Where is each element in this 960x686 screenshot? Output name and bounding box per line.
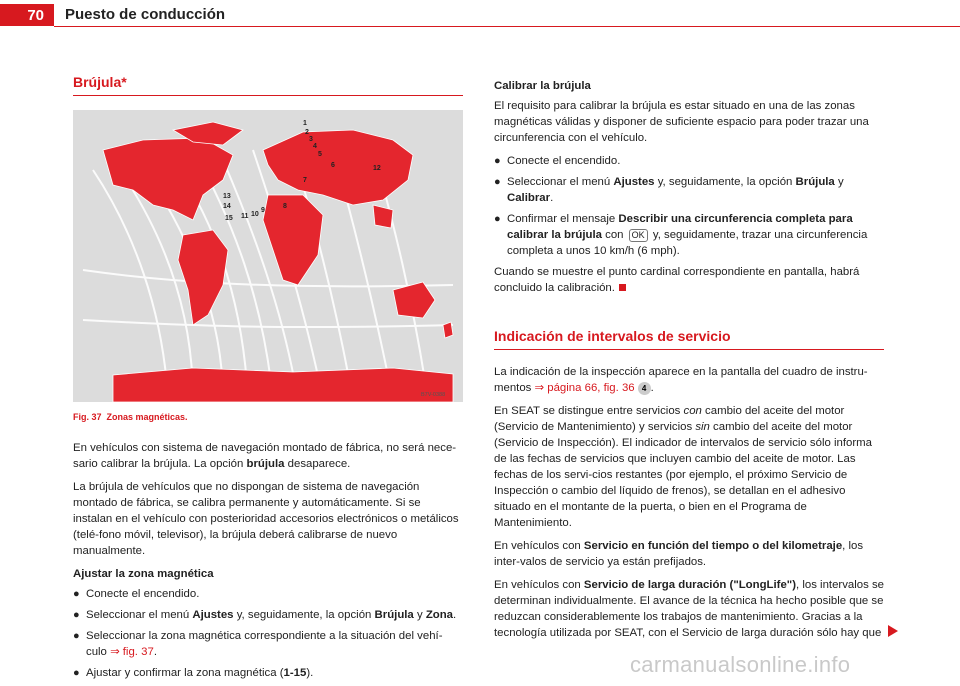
paragraph-navigation: En vehículos con sistema de navegación montado de fábrica, no será nece-sario calibrar la brújula. La opción brújula desaparece. <box>73 442 457 470</box>
bullet-select-zone: ● Seleccionar la zona magnética correspondiente a la situación del vehí-culo ⇒ fig. 37. <box>73 630 443 658</box>
bullet-icon: ● <box>494 155 501 167</box>
zone-label: 14 <box>223 203 231 210</box>
zone-label: 15 <box>225 215 233 222</box>
header-rule <box>54 26 960 27</box>
figure-caption <box>73 409 463 425</box>
figure-caption-text: Zonas magnéticas. <box>106 412 188 422</box>
ok-key-icon: OK <box>629 229 648 242</box>
zone-label: 2 <box>305 129 309 136</box>
figure-link[interactable]: ⇒ fig. 37 <box>110 646 154 658</box>
page-number: 70 <box>0 4 54 26</box>
end-of-section-icon <box>619 284 626 291</box>
subheading-set-zone: Ajustar la zona magnética <box>73 568 214 580</box>
bullet-icon: ● <box>494 213 501 225</box>
paragraph-calibration-info: La brújula de vehículos que no dispongan de sistema de navegación montado de fábrica, se calibra permanente y automáticamente. Si se instalan en el vehículo con posterioridad accesorios electrónicos o metálicos (telé-fono móvil, televisor), la brújula deberá calibrarse de nuevo manualmente. <box>73 481 459 557</box>
bullet-confirm-zone: ● Ajustar y confirmar la zona magnética (1-15). <box>73 667 314 679</box>
paragraph-service-types: En SEAT se distingue entre servicios con cambio del aceite del motor (Servicio de Mantenimiento) y servicios sin cambio del aceite del motor (Servicio de Inspección). El indicador de intervalos de servicio sólo informa de las fechas de servicios que incluyen cambio del aceite de motor. Las fechas de los servi-cios restantes (por ejemplo, el próximo Servicio de Inspección o cambio del líquido de frenos), se detallan en el adhesivo situado en el montante de la puerta, o bien en el Programa de Mantenimiento. <box>494 405 872 529</box>
zone-label: 5 <box>318 151 322 158</box>
figure-code: B7V-0388 <box>421 392 446 398</box>
bullet-icon: ● <box>73 630 80 642</box>
page-header <box>0 0 960 30</box>
left-column <box>73 74 463 686</box>
bullet-confirm-message: ● Confirmar el mensaje Describir una circunferencia completa para calibrar la brújula con OK y, seguidamente, trazar una circunferencia completa a unos 10 km/h (6 mph). <box>494 213 868 257</box>
zone-label: 10 <box>251 211 259 218</box>
magnetic-zones-map <box>73 110 463 402</box>
paragraph-fixed-service: En vehículos con Servicio en función del tiempo o del kilometraje, los inter-valos de servicio ya están prefijados. <box>494 540 864 568</box>
bullet-icon: ● <box>73 588 80 600</box>
bullet-icon: ● <box>494 176 501 188</box>
bullet-icon: ● <box>73 667 80 679</box>
bullet-ignition-2: ● Conecte el encendido. <box>494 155 621 167</box>
bullet-icon: ● <box>73 609 80 621</box>
zone-label: 13 <box>223 193 231 200</box>
section-title-service: Indicación de intervalos de servicio <box>494 328 884 350</box>
zone-label: 6 <box>331 162 335 169</box>
watermark: carmanualsonline.info <box>630 652 851 677</box>
bullet-select-menu-2: ● Seleccionar el menú Ajustes y, seguidamente, la opción Brújula y Calibrar. <box>494 176 844 204</box>
zone-label: 9 <box>261 207 265 214</box>
paragraph-longlife: En vehículos con Servicio de larga duración ("LongLife"), los intervalos se determinan individualmente. El avance de la técnica ha hecho posible que se reduzcan considerablemente los trabajos de mantenimiento. Gracias a la tecnología utilizada por SEAT, con el Servicio de larga duración sólo hay que <box>494 577 884 641</box>
zone-label: 11 <box>241 213 249 220</box>
zone-label: 3 <box>309 136 313 143</box>
zone-label: 4 <box>313 143 317 150</box>
page-link[interactable]: ⇒ página 66, fig. 36 <box>534 382 635 394</box>
figure-label: Fig. 37 <box>73 412 102 422</box>
zone-label: 7 <box>303 177 307 184</box>
bullet-select-menu: ● Seleccionar el menú Ajustes y, seguidamente, la opción Brújula y Zona. <box>73 609 457 621</box>
bullet-ignition: ● Conecte el encendido. <box>73 588 200 600</box>
chapter-title: Puesto de conducción <box>65 6 226 23</box>
right-column <box>494 78 884 648</box>
paragraph-service-display: La indicación de la inspección aparece en la pantalla del cuadro de instru-mentos ⇒ página 66, fig. 36 4 . <box>494 366 868 394</box>
continue-arrow-icon <box>888 625 898 637</box>
section-title-compass: Brújula* <box>73 74 463 96</box>
callout-number-icon: 4 <box>638 382 651 395</box>
paragraph-requirement: El requisito para calibrar la brújula es estar situado en una de las zonas magnéticas válidas y disponer de suficiente espacio para poder trazar una circunferencia con el vehículo. <box>494 100 869 144</box>
zone-label: 1 <box>303 120 307 127</box>
paragraph-calibration-done: Cuando se muestre el punto cardinal correspondiente en pantalla, habrá concluido la calibración. <box>494 266 860 294</box>
zone-label: 8 <box>283 203 287 210</box>
subheading-calibrate: Calibrar la brújula <box>494 80 591 92</box>
zone-label: 12 <box>373 165 381 172</box>
